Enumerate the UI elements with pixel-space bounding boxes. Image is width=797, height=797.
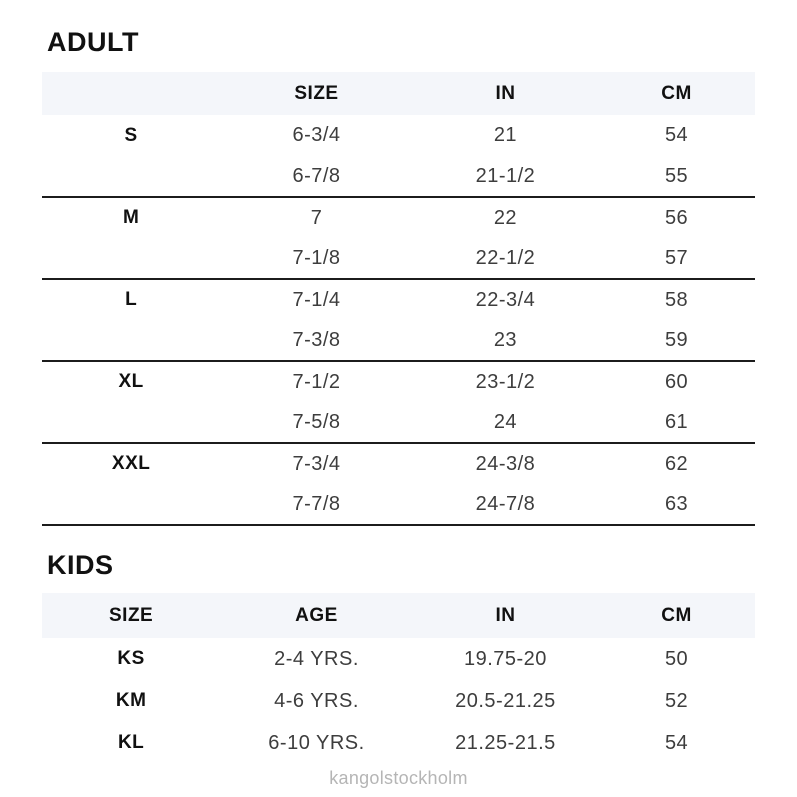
cm-value-cell: 62 — [664, 452, 689, 475]
adult-column-header-size: SIZE — [220, 72, 413, 115]
size-value-cell: 7-1/2 — [292, 370, 341, 393]
age-value-cell: 2-4 YRS. — [274, 647, 359, 670]
kids-column-header-age: AGE — [220, 593, 413, 638]
adult-section-title: ADULT — [47, 27, 139, 57]
size-label-cell: KL — [117, 732, 145, 753]
cm-value-cell: 57 — [598, 238, 755, 279]
in-value-cell: 21 — [493, 124, 518, 146]
cm-value-cell: 58 — [664, 288, 689, 311]
adult-column-header-in: IN — [413, 72, 598, 115]
in-value-cell: 21-1/2 — [413, 156, 598, 197]
kids-header-row — [42, 593, 755, 638]
size-value-cell: 7-5/8 — [220, 402, 413, 443]
table-row — [42, 484, 755, 525]
cm-value-cell: 63 — [598, 484, 755, 525]
in-value-cell: 22 — [493, 206, 518, 229]
brand-watermark: kangolstockholm — [329, 768, 468, 788]
table-row — [42, 197, 755, 238]
size-label-cell: S — [124, 124, 138, 146]
size-value-cell: 7 — [310, 206, 323, 229]
size-value-cell: 6-3/4 — [292, 124, 341, 146]
cm-value-cell: 54 — [664, 124, 689, 146]
in-value-cell: 22-1/2 — [413, 238, 598, 279]
size-label-cell: KS — [117, 648, 145, 669]
table-row — [42, 680, 755, 722]
cm-value-cell: 61 — [598, 402, 755, 443]
cm-value-cell: 50 — [664, 647, 689, 670]
cm-value-cell: 56 — [664, 206, 689, 229]
in-value-cell: 23-1/2 — [475, 370, 536, 393]
size-label-cell: XL — [118, 371, 144, 392]
in-value-cell: 20.5-21.25 — [455, 689, 556, 712]
table-row — [42, 443, 755, 484]
cm-value-cell: 54 — [664, 731, 689, 754]
kids-column-header-in: IN — [413, 593, 598, 638]
kids-column-header-cm: CM — [598, 593, 755, 638]
size-label-cell: KM — [115, 690, 147, 711]
table-row — [42, 402, 755, 443]
size-value-cell: 6-7/8 — [220, 156, 413, 197]
table-row — [42, 638, 755, 680]
table-row — [42, 238, 755, 279]
adult-column-header-blank — [42, 72, 220, 115]
table-row — [42, 722, 755, 764]
size-value-cell: 7-1/4 — [292, 288, 341, 311]
kids-size-table — [42, 593, 755, 764]
in-value-cell: 22-3/4 — [475, 288, 536, 311]
size-value-cell: 7-1/8 — [220, 238, 413, 279]
in-value-cell: 19.75-20 — [463, 647, 547, 670]
size-label-cell — [42, 238, 220, 279]
age-value-cell: 6-10 YRS. — [268, 731, 365, 754]
size-label-cell — [42, 320, 220, 361]
size-value-cell: 7-3/4 — [292, 452, 341, 475]
age-value-cell: 4-6 YRS. — [274, 689, 359, 712]
table-row — [42, 320, 755, 361]
in-value-cell: 24-7/8 — [413, 484, 598, 525]
table-row — [42, 279, 755, 320]
table-row — [42, 115, 755, 156]
table-row — [42, 361, 755, 402]
kids-column-header-size: SIZE — [42, 593, 220, 638]
size-label-cell — [42, 484, 220, 525]
in-value-cell: 24-3/8 — [475, 452, 536, 475]
kids-section-title: KIDS — [47, 550, 114, 580]
size-label-cell: XXL — [111, 453, 151, 474]
adult-header-row — [42, 72, 755, 115]
size-value-cell: 7-7/8 — [220, 484, 413, 525]
cm-value-cell: 52 — [664, 689, 689, 712]
adult-column-header-cm: CM — [598, 72, 755, 115]
in-value-cell: 21.25-21.5 — [455, 731, 556, 754]
size-value-cell: 7-3/8 — [220, 320, 413, 361]
size-label-cell: L — [125, 289, 138, 310]
in-value-cell: 24 — [413, 402, 598, 443]
adult-size-table — [42, 72, 755, 526]
size-label-cell — [42, 156, 220, 197]
table-row — [42, 156, 755, 197]
in-value-cell: 23 — [413, 320, 598, 361]
size-label-cell: M — [122, 207, 140, 228]
cm-value-cell: 59 — [598, 320, 755, 361]
cm-value-cell: 55 — [598, 156, 755, 197]
cm-value-cell: 60 — [664, 370, 689, 393]
size-label-cell — [42, 402, 220, 443]
